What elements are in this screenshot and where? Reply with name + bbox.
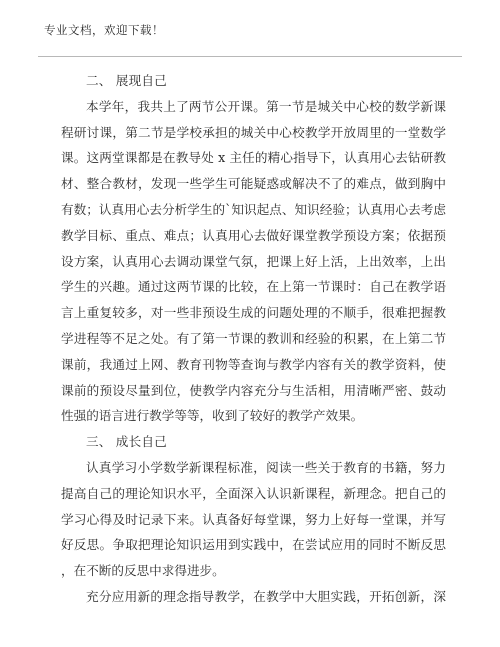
page-header-text: 专业文档，欢迎下载！ (44, 23, 164, 37)
section-heading: 二、 展现自己 (86, 73, 167, 88)
document-body (61, 68, 446, 610)
paragraph-line: 提高自己的理论知识水平，全面深入认识新课程，新理念。把自己的 (61, 485, 446, 501)
paragraph-line: 课前，我通过上网、教育刊物等查询与教学内容有关的教学资料，使 (61, 356, 446, 372)
paragraph-line: 设方案，认真用心去调动课堂气氛，把课上好上活，上出效率，上出 (61, 253, 446, 269)
paragraph-line: ，在不断的反思中求得进步。 (61, 563, 225, 579)
paragraph-line: 教学目标、重点、难点；认真用心去做好课堂教学预设方案；依据预 (61, 227, 446, 243)
paragraph-line: 学习心得及时记录下来。认真备好每堂课，努力上好每一堂课，并写 (61, 511, 446, 527)
paragraph-line: 程研讨课，第二节是学校承担的城关中心校教学开放周里的一堂数学 (61, 124, 446, 140)
section-heading: 三、 成长自己 (86, 434, 167, 450)
paragraph-line: 有数；认真用心去分析学生的`知识起点、知识经验；认真用心去考虑 (61, 201, 446, 217)
paragraph-line: 学进程等不足之处。有了第一节课的教训和经验的积累，在上第二节 (61, 330, 446, 346)
paragraph-first-line: 本学年，我共上了两节公开课。第一节是城关中心校的数学新课 (86, 98, 446, 114)
paragraph-first-line: 认真学习小学数学新课程标准，阅读一些关于教育的书籍，努力 (86, 459, 446, 475)
paragraph-line: 课。这两堂课都是在教导处 x 主任的精心指导下，认真用心去钻研教 (61, 150, 446, 166)
paragraph-first-line: 充分应用新的理念指导教学，在教学中大胆实践，开拓创新，深 (86, 588, 446, 604)
paragraph-line: 好反思。争取把理论知识运用到实践中，在尝试应用的同时不断反思 (61, 537, 446, 553)
paragraph-line: 性强的语言进行教学等等，收到了较好的教学产效果。 (61, 408, 364, 424)
header-divider (38, 56, 462, 57)
paragraph-line: 学生的兴趣。通过这两节课的比较，在上第一节课时：自己在教学语 (61, 279, 446, 295)
paragraph-line: 言上重复较多，对一些非预设生成的问题处理的不顺手，很难把握教 (61, 305, 446, 321)
paragraph-line: 材、整合教材，发现一些学生可能疑惑或解决不了的难点，做到胸中 (61, 176, 446, 192)
paragraph-line: 课前的预设尽量到位，使教学内容充分与生活相，用清晰严密、鼓动 (61, 382, 446, 398)
